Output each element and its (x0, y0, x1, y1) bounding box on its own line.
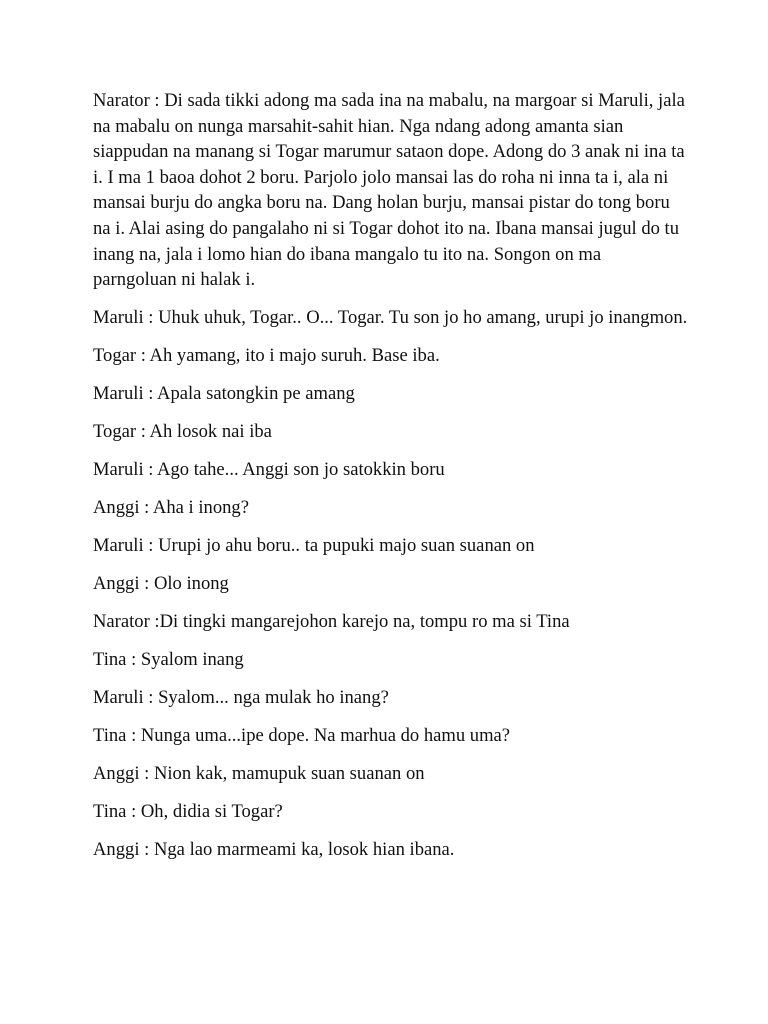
document-body (93, 88, 688, 875)
dialogue-line: Maruli : Uhuk uhuk, Togar.. O... Togar. Tu son jo ho amang, urupi jo inangmon. (93, 307, 688, 329)
dialogue-line: Tina : Oh, didia si Togar? (93, 800, 283, 822)
dialogue-line: Anggi : Nga lao marmeami ka, losok hian ibana. (93, 838, 455, 860)
dialogue-line: Tina : Nunga uma...ipe dope. Na marhua do hamu uma? (93, 724, 511, 746)
dialogue-line: Maruli : Urupi jo ahu boru.. ta pupuki majo suan suanan on (93, 535, 535, 557)
dialogue-line: Anggi : Aha i inong? (93, 497, 249, 519)
paragraph-narrator-intro: Narator : Di sada tikki adong ma sada ina na mabalu, na margoar si Maruli, jala na mabalu on nunga marsahit-sahit hian. Nga ndang adong amanta sian siappudan na manang si Togar marumur sataon dope. Adong do 3 anak ni ina ta i. I ma 1 baoa dohot 2 boru. Parjolo jolo mansai las do roha ni inna ta i, ala ni mansai burju do angka boru na. Dang holan burju, mansai pistar do tong boru na i. Alai asing do pangalaho ni si Togar dohot ito na. Ibana mansai jugul do tu inang na, jala i lomo hian do ibana mangalo tu ito na. Songon on ma parngoluan ni halak i. (93, 90, 685, 291)
dialogue-line: Anggi : Olo inong (93, 573, 229, 595)
dialogue-line: Maruli : Syalom... nga mulak ho inang? (93, 686, 389, 708)
dialogue-line: Togar : Ah losok nai iba (93, 421, 272, 443)
narrator-line: Narator :Di tingki mangarejohon karejo na, tompu ro ma si Tina (93, 611, 570, 633)
dialogue-line: Togar : Ah yamang, ito i majo suruh. Base iba. (93, 345, 440, 367)
dialogue-line: Anggi : Nion kak, mamupuk suan suanan on (93, 762, 425, 784)
dialogue-line: Tina : Syalom inang (93, 649, 244, 670)
dialogue-line: Maruli : Ago tahe... Anggi son jo satokkin boru (93, 459, 445, 481)
dialogue-line: Maruli : Apala satongkin pe amang (93, 383, 355, 405)
